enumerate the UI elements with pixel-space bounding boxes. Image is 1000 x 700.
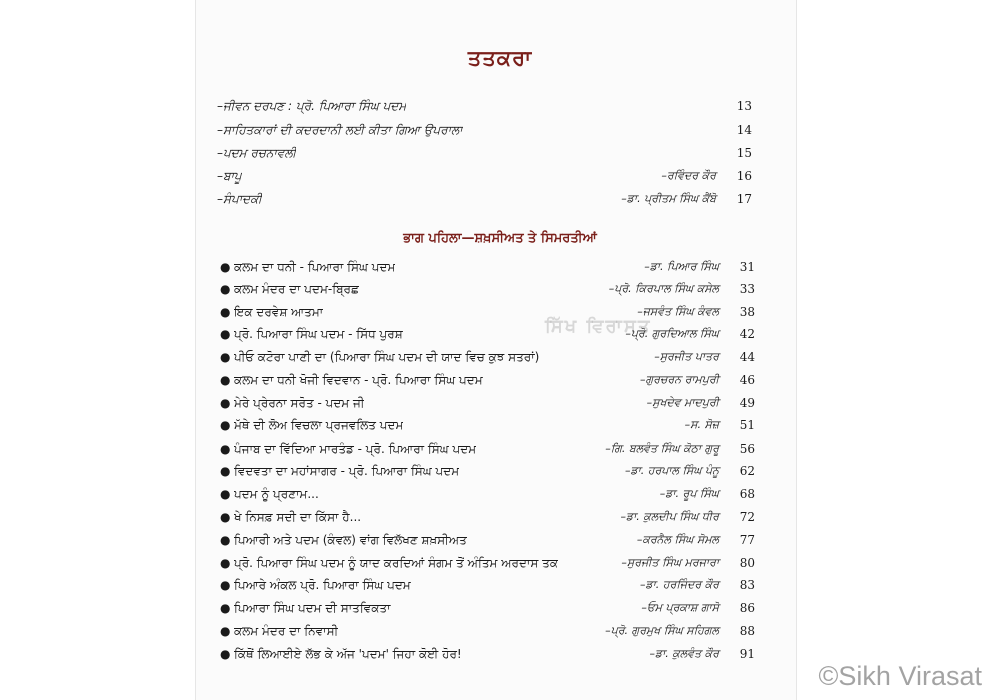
toc-entry-author: –ਡਾ. ਹਰਜਿੰਦਰ ਕੌਰ	[639, 578, 719, 591]
toc-entry-author: –ਗੁਰਚਰਨ ਰਾਮਪੁਰੀ	[639, 373, 719, 386]
toc-page-number: 49	[739, 396, 755, 410]
toc-entry-author: –ਡਾ. ਪਿਆਰ ਸਿੰਘ	[644, 260, 719, 273]
toc-entry-author: –ਸ. ਸੋਜ਼	[684, 418, 719, 431]
toc-entry-title: ਮੱਥੇ ਦੀ ਲੋਅ ਵਿਚਲਾ ਪ੍ਰਜਵਲਿਤ ਪਦਮ	[234, 417, 404, 432]
toc-entry-title: ਪਿਆਰੇ ਅੰਕਲ ਪ੍ਰੋ. ਪਿਆਰਾ ਸਿੰਘ ਪਦਮ	[234, 577, 411, 592]
toc-page-number: 51	[739, 418, 755, 432]
toc-entry-author: –ਸੁਖਦੇਵ ਮਾਦਪੁਰੀ	[646, 396, 719, 409]
toc-entry-title: ਪਿਆਰੀ ਅਤੇ ਪਦਮ (ਕੰਵਲ) ਵਾਂਗ ਵਿਲੱਖਣ ਸ਼ਖ਼ਸੀਅਤ	[234, 532, 467, 547]
toc-page-number: 72	[739, 510, 755, 524]
toc-entry-author: –ਪ੍ਰੋ. ਗੁਰਮੁਖ ਸਿੰਘ ਸਹਿਗਲ	[605, 624, 719, 637]
toc-page-number: 44	[739, 350, 755, 364]
bullet-icon: ●	[220, 533, 231, 547]
toc-entry-author: –ਕਰਨੈਲ ਸਿੰਘ ਸੋਮਲ	[636, 533, 719, 546]
bullet-icon: ●	[220, 624, 231, 638]
toc-row	[220, 301, 755, 323]
toc-entry-title: –ਬਾਪੂ	[217, 168, 242, 183]
toc-entry-title: ਕਲਮ ਦਾ ਧਨੀ - ਪਿਆਰਾ ਸਿੰਘ ਪਦਮ	[234, 259, 396, 274]
bullet-icon: ●	[220, 442, 231, 456]
toc-intro-row	[217, 165, 752, 187]
toc-page-number: 77	[739, 533, 755, 547]
toc-page-number: 15	[736, 146, 752, 160]
toc-entry-title: ਇਕ ਦਰਵੇਸ਼ ਆਤਮਾ	[234, 304, 324, 319]
bullet-icon: ●	[220, 578, 231, 592]
toc-row	[220, 597, 755, 619]
toc-entry-title: ਪੰਜਾਬ ਦਾ ਵਿੱਦਿਆ ਮਾਰਤੰਡ - ਪ੍ਰੋ. ਪਿਆਰਾ ਸਿੰਘ ਪਦਮ	[234, 441, 477, 456]
toc-page-number: 46	[739, 373, 755, 387]
toc-page-number: 62	[739, 464, 755, 478]
toc-page-number: 31	[739, 260, 755, 274]
toc-row	[220, 506, 755, 528]
toc-row	[220, 529, 755, 551]
toc-row	[220, 460, 755, 482]
toc-row	[220, 323, 755, 345]
toc-row	[220, 574, 755, 596]
section-heading: ਭਾਗ ਪਹਿਲਾ—ਸ਼ਖ਼ਸੀਅਤ ਤੇ ਸਿਮਰਤੀਆਂ	[403, 231, 597, 246]
toc-entry-author: –ਡਾ. ਪ੍ਰੀਤਮ ਸਿੰਘ ਕੈਂਬੋ	[621, 192, 716, 205]
toc-entry-title: ਪੀਓ ਕਟੋਰਾ ਪਾਣੀ ਦਾ (ਪਿਆਰਾ ਸਿੰਘ ਪਦਮ ਦੀ ਯਾਦ ਵਿਚ ਕੁਝ ਸਤਰਾਂ)	[234, 349, 540, 364]
toc-entry-title: ਖੇ ਨਿਸਫ਼ ਸਦੀ ਦਾ ਕਿੱਸਾ ਹੈ...	[234, 509, 362, 524]
toc-page-number: 80	[739, 556, 755, 570]
toc-page-number: 86	[739, 601, 755, 615]
toc-entry-title: ਪ੍ਰੋ. ਪਿਆਰਾ ਸਿੰਘ ਪਦਮ - ਸਿੱਧ ਪੁਰਸ਼	[234, 326, 403, 341]
bullet-icon: ●	[220, 556, 231, 570]
copyright-watermark: ©Sikh Virasat	[818, 661, 982, 691]
toc-entry-author: –ਜਸਵੰਤ ਸਿੰਘ ਕੰਵਲ	[637, 305, 719, 318]
bullet-icon: ●	[220, 418, 231, 432]
toc-entry-title: ਪ੍ਰੋ. ਪਿਆਰਾ ਸਿੰਘ ਪਦਮ ਨੂੰ ਯਾਦ ਕਰਦਿਆਂ ਸੰਗਮ ਤੋਂ ਅੰਤਿਮ ਅਰਦਾਸ ਤਕ	[234, 555, 559, 570]
toc-intro-row	[217, 95, 752, 117]
toc-entry-title: –ਸਾਹਿਤਕਾਰਾਂ ਦੀ ਕਦਰਦਾਨੀ ਲਈ ਕੀਤਾ ਗਿਆ ਉਪਰਾਲਾ	[217, 122, 463, 137]
toc-entry-author: –ਸੁਰਜੀਤ ਸਿੰਘ ਮਰਜਾਰਾ	[621, 556, 719, 569]
toc-row	[220, 643, 755, 665]
bullet-icon: ●	[220, 487, 231, 501]
toc-entry-title: –ਪਦਮ ਰਚਨਾਵਲੀ	[217, 145, 297, 160]
toc-page-number: 33	[739, 282, 755, 296]
toc-entry-author: –ਡਾ. ਰੂਪ ਸਿੰਘ	[659, 487, 719, 500]
bullet-icon: ●	[220, 305, 231, 319]
bullet-icon: ●	[220, 464, 231, 478]
toc-page-number: 83	[739, 578, 755, 592]
bullet-icon: ●	[220, 260, 231, 274]
toc-entry-author: –ਡਾ. ਕੁਲਵੰਤ ਕੌਰ	[649, 647, 719, 660]
toc-page-number: 42	[739, 327, 755, 341]
toc-page-number: 14	[736, 123, 752, 137]
bullet-icon: ●	[220, 350, 231, 364]
toc-page-number: 16	[736, 169, 752, 183]
toc-row	[220, 483, 755, 505]
toc-intro-row	[217, 142, 752, 164]
bullet-icon: ●	[220, 510, 231, 524]
toc-entry-title: ਕਲਮ ਮੰਦਰ ਦਾ ਨਿਵਾਸੀ	[234, 623, 339, 638]
toc-intro-row	[217, 188, 752, 210]
bullet-icon: ●	[220, 373, 231, 387]
page-title: ਤਤਕਰਾ	[467, 46, 533, 70]
toc-row	[220, 278, 755, 300]
toc-entry-title: ਵਿਦਵਤਾ ਦਾ ਮਹਾਂਸਾਗਰ - ਪ੍ਰੋ. ਪਿਆਰਾ ਸਿੰਘ ਪਦਮ	[234, 463, 460, 478]
toc-entry-author: –ਸੁਰਜੀਤ ਪਾਤਰ	[654, 350, 719, 363]
toc-row	[220, 552, 755, 574]
toc-entry-title: –ਸੰਪਾਦਕੀ	[217, 191, 262, 206]
toc-entry-title: ਪਿਆਰਾ ਸਿੰਘ ਪਦਮ ਦੀ ਸਾਤਵਿਕਤਾ	[234, 600, 391, 615]
toc-intro-row	[217, 119, 752, 141]
toc-page-number: 91	[739, 647, 755, 661]
toc-row	[220, 392, 755, 414]
toc-entry-title: ਕਲਮ ਮੰਦਰ ਦਾ ਪਦਮ-ਬ੍ਰਿਛ	[234, 281, 359, 296]
toc-entry-title: ਕਲਮ ਦਾ ਧਨੀ ਖੋਜੀ ਵਿਦਵਾਨ - ਪ੍ਰੋ. ਪਿਆਰਾ ਸਿੰਘ ਪਦਮ	[234, 372, 483, 387]
bullet-icon: ●	[220, 282, 231, 296]
toc-page-number: 13	[736, 99, 752, 113]
toc-entry-title: ਮੇਰੇ ਪ੍ਰੇਰਨਾ ਸਰੋਤ - ਪਦਮ ਜੀ	[234, 395, 365, 410]
toc-entry-author: –ਗਿ. ਬਲਵੰਤ ਸਿੰਘ ਕੋਠਾ ਗੁਰੂ	[605, 442, 719, 455]
bullet-icon: ●	[220, 327, 231, 341]
toc-entry-title: –ਜੀਵਨ ਦਰਪਣ : ਪ੍ਰੋ. ਪਿਆਰਾ ਸਿੰਘ ਪਦਮ	[217, 98, 407, 113]
toc-page-number: 88	[739, 624, 755, 638]
toc-page-number: 56	[739, 442, 755, 456]
toc-entry-author: –ਡਾ. ਹਰਪਾਲ ਸਿੰਘ ਪੰਨੂ	[624, 464, 719, 477]
toc-entry-author: –ਡਾ. ਕੁਲਦੀਪ ਸਿੰਘ ਧੀਰ	[620, 510, 719, 523]
bullet-icon: ●	[220, 647, 231, 661]
toc-entry-author: –ਓਮ ਪ੍ਰਕਾਸ਼ ਗਾਸੋ	[641, 601, 719, 614]
toc-entry-title: ਕਿੱਥੋਂ ਲਿਆਈਏ ਲੱਭ ਕੇ ਅੱਜ 'ਪਦਮ' ਜਿਹਾ ਕੋਈ ਹੋਰ!	[234, 646, 462, 661]
toc-row	[220, 346, 755, 368]
toc-entry-author: –ਪ੍ਰੋ. ਕਿਰਪਾਲ ਸਿੰਘ ਕਸੇਲ	[608, 282, 719, 295]
toc-entry-author: –ਰਵਿੰਦਰ ਕੌਰ	[661, 169, 716, 182]
watermark: ਸਿੱਖ ਵਿਰਾਸਤ	[545, 316, 652, 337]
toc-page-number: 38	[739, 305, 755, 319]
bullet-icon: ●	[220, 396, 231, 410]
toc-row	[220, 620, 755, 642]
toc-row	[220, 256, 755, 278]
toc-page-number: 68	[739, 487, 755, 501]
toc-entry-title: ਪਦਮ ਨੂੰ ਪ੍ਰਣਾਮ...	[234, 486, 319, 501]
toc-page-number: 17	[736, 192, 752, 206]
toc-entry-author: –ਪ੍ਰੋ. ਗੁਰਦਿਆਲ ਸਿੰਘ	[625, 327, 719, 340]
toc-row	[220, 369, 755, 391]
bullet-icon: ●	[220, 601, 231, 615]
toc-row	[220, 438, 755, 460]
toc-row	[220, 414, 755, 436]
